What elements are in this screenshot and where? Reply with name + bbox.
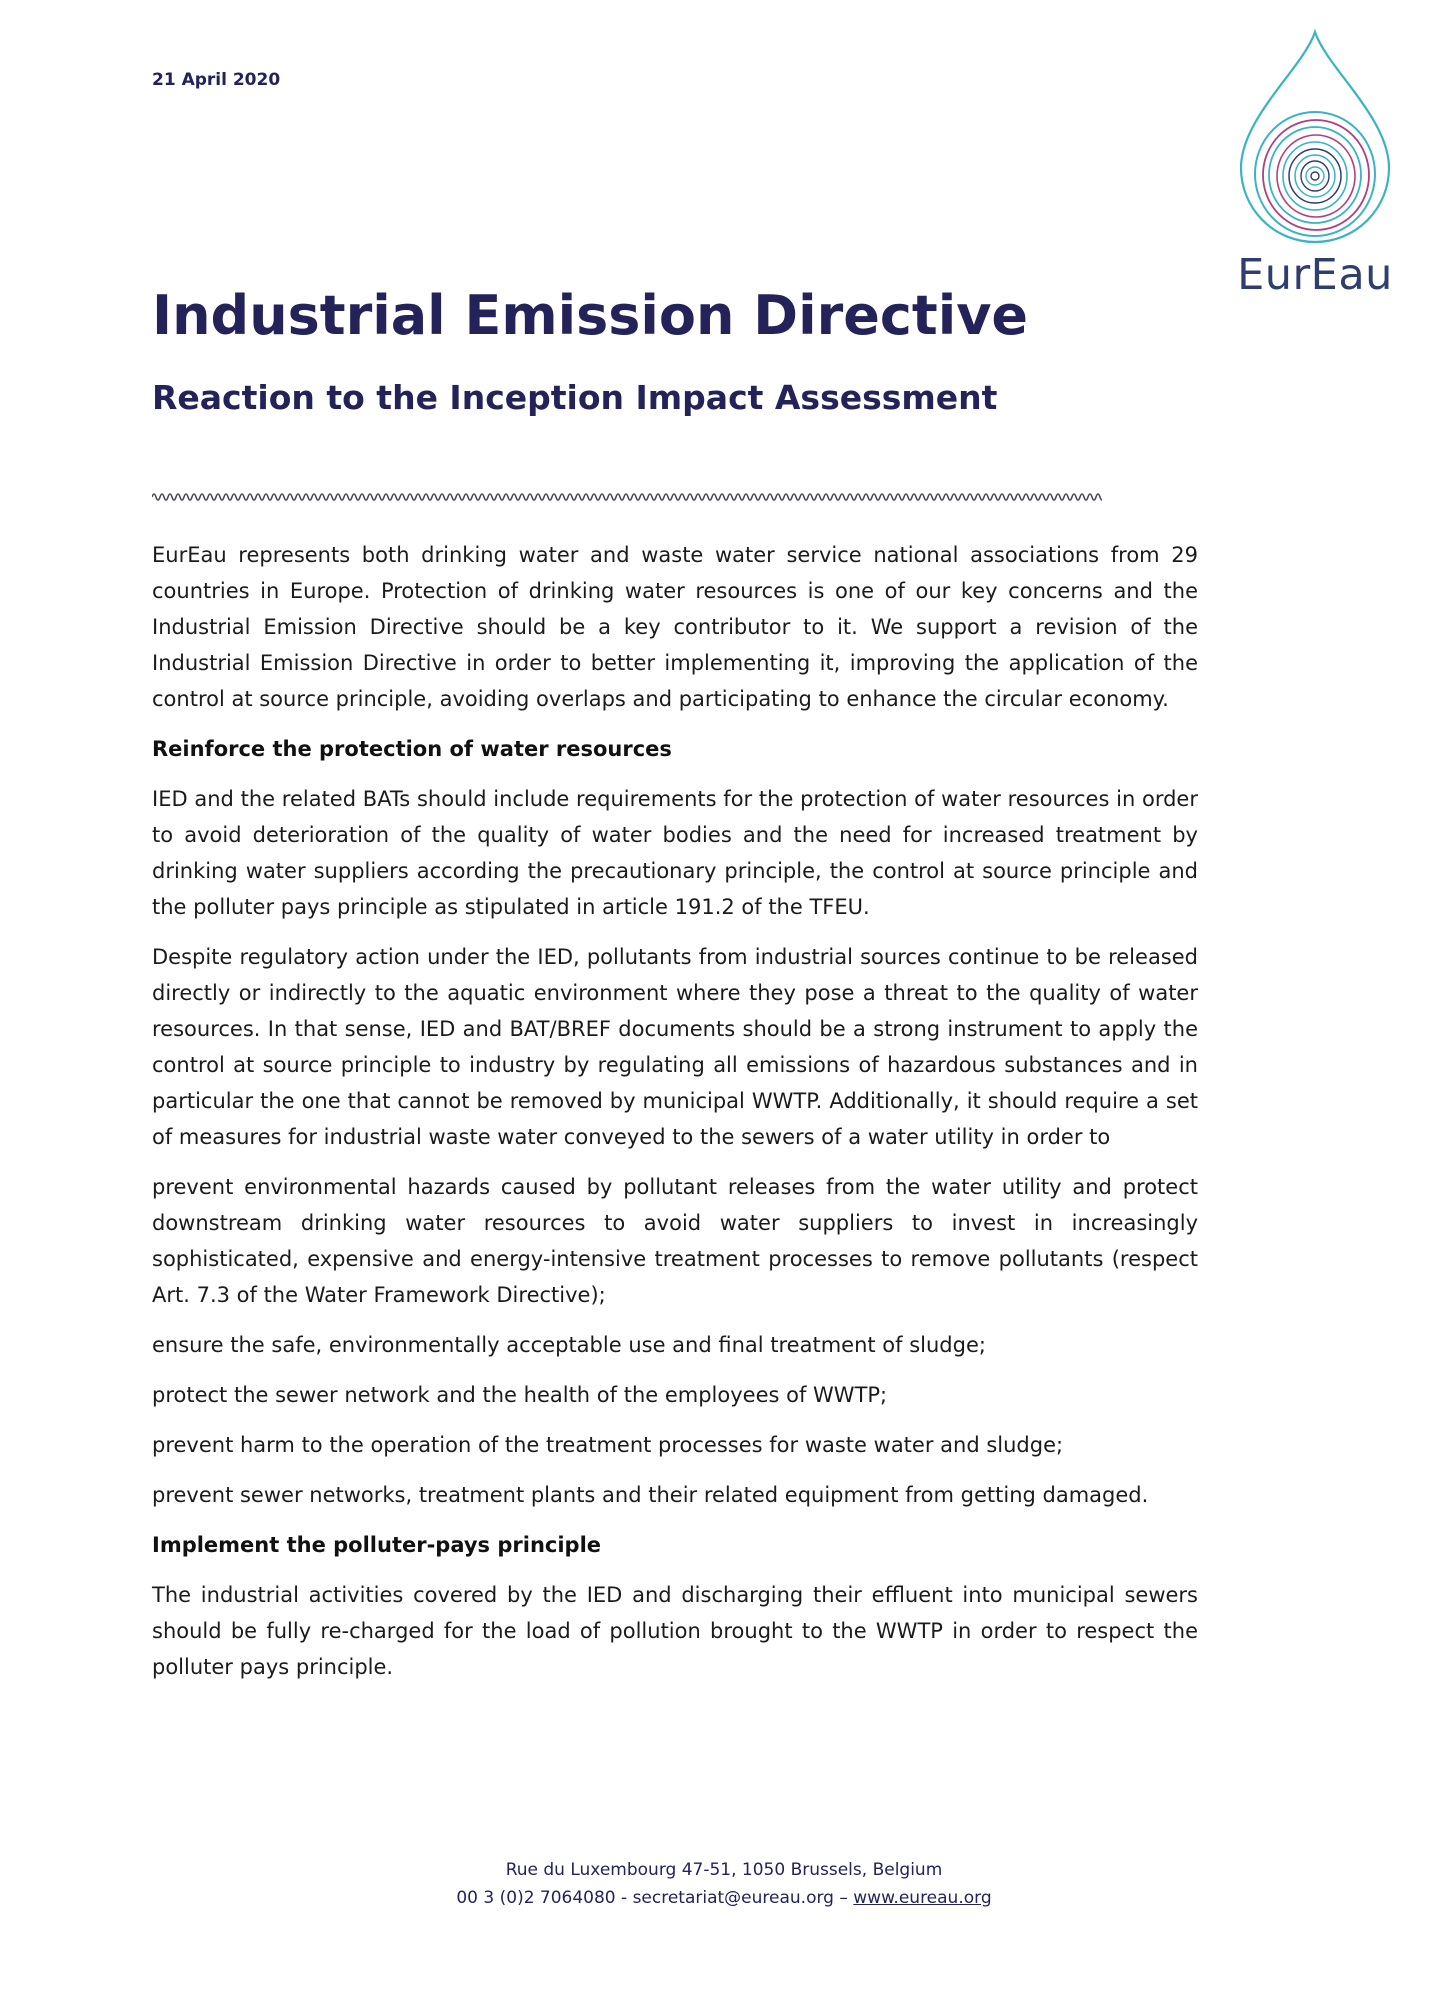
paragraph: Despite regulatory action under the IED, pollutants from industrial sources continue to be released directly or indirectly to the aquatic environment where they pose a threat to the quality of water resources. In that sense, IED and BAT/BREF documents should be a strong instrument to apply the control at source principle to industry by regulating all emissions of hazardous substances and in particular the one that cannot be removed by municipal WWTP. Additionally, it should require a set of measures for industrial waste water conveyed to the sewers of a water utility in order to — [152, 945, 1198, 1149]
document-subtitle: Reaction to the Inception Impact Assessment — [152, 378, 998, 417]
document-body — [152, 537, 1198, 1699]
measure-item: prevent sewer networks, treatment plants and their related equipment from getting damaged. — [152, 1483, 1149, 1507]
footer-address: Rue du Luxembourg 47-51, 1050 Brussels, Belgium — [505, 1860, 943, 1880]
water-drop-icon — [1225, 28, 1405, 253]
footer-contact — [0, 1884, 1448, 1912]
footer-contact-text: 00 3 (0)2 7064080 - secretariat@eureau.org – — [456, 1888, 854, 1908]
eureau-logo — [1225, 28, 1405, 303]
measure-item: ensure the safe, environmentally acceptable use and final treatment of sludge; — [152, 1333, 986, 1357]
measure-item: protect the sewer network and the health of the employees of WWTP; — [152, 1383, 888, 1407]
paragraph: IED and the related BATs should include requirements for the protection of water resources in order to avoid deterioration of the quality of water bodies and the need for increased treatment by drinking water suppliers according the precautionary principle, the control at source principle and the polluter pays principle as stipulated in article 191.2 of the TFEU. — [152, 787, 1198, 919]
measure-item: prevent harm to the operation of the treatment processes for waste water and sludge; — [152, 1433, 1064, 1457]
logo-wordmark: EurEau — [1237, 250, 1393, 300]
measure-item: prevent environmental hazards caused by pollutant releases from the water utility and protect downstream drinking water resources to avoid water suppliers to invest in increasingly sophisticated, expensive and energy-intensive treatment processes to remove pollutants (respect Art. 7.3 of the Water Framework Directive); — [152, 1175, 1198, 1307]
section-heading-polluter-pays: Implement the polluter-pays principle — [152, 1533, 602, 1557]
website-link[interactable]: www.eureau.org — [853, 1888, 992, 1908]
document-title: Industrial Emission Directive — [152, 284, 1029, 347]
intro-paragraph: EurEau represents both drinking water and waste water service national associations from 29 countries in Europe. Protection of drinking water resources is one of our key concerns and the Industrial Emission Directive should be a key contributor to it. We support a revision of the Industrial Emission Directive in order to better implementing it, improving the application of the control at source principle, avoiding overlaps and participating to enhance the circular economy. — [152, 543, 1198, 711]
section-heading-water-resources: Reinforce the protection of water resources — [152, 737, 672, 761]
wave-divider — [152, 490, 1102, 504]
footer — [0, 1856, 1448, 1912]
paragraph: The industrial activities covered by the IED and discharging their effluent into municipal sewers should be fully re-charged for the load of pollution brought to the WWTP in order to respect the polluter pays principle. — [152, 1583, 1198, 1679]
date: 21 April 2020 — [152, 70, 281, 90]
